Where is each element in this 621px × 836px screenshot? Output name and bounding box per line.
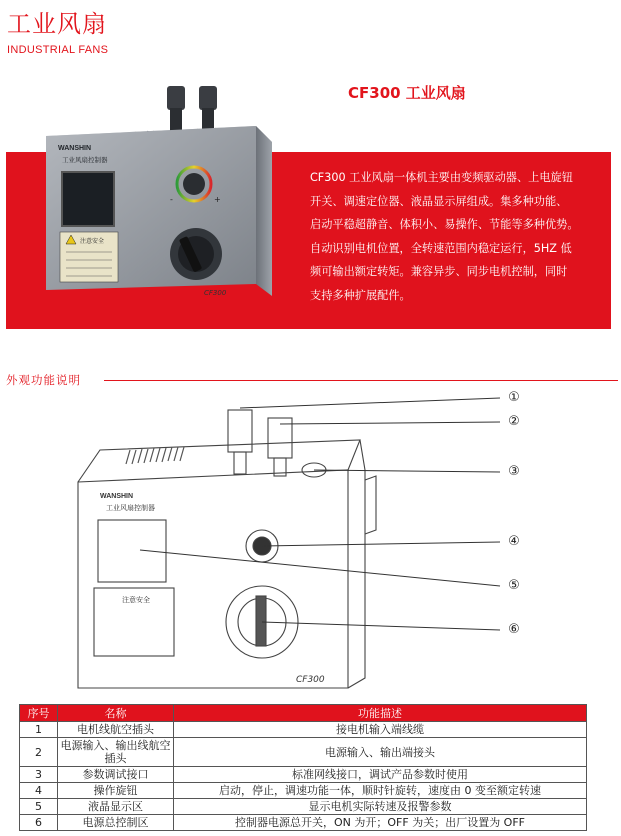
diagram-warning-text: 注意安全 (122, 596, 150, 604)
cell-desc: 接电机输入端线缆 (174, 722, 587, 738)
table-header-row (20, 705, 587, 722)
speed-knob (183, 173, 205, 195)
table-row (20, 815, 587, 831)
header-name: 名称 (58, 705, 174, 722)
knob-plus-label: + (214, 195, 221, 204)
brand-logo: WANSHIN (58, 145, 92, 152)
device-side-outline (348, 440, 365, 688)
cell-desc: 电源输入、输出端接头 (174, 738, 587, 767)
page-subtitle: INDUSTRIAL FANS (7, 44, 109, 56)
description-line: 支持多种扩展配件。 (310, 288, 411, 302)
leader-line-5 (140, 550, 500, 586)
section-title: 外观功能说明 (6, 373, 81, 387)
cell-no: 3 (20, 767, 58, 783)
knob-minus-label: - (170, 195, 173, 204)
table-row (20, 722, 587, 738)
device-front-outline (78, 470, 348, 688)
product-name: CF300 工业风扇 (348, 84, 466, 102)
header-desc: 功能描述 (174, 705, 587, 722)
function-table (19, 704, 587, 831)
product-description (310, 166, 610, 307)
diagram-lcd (98, 520, 166, 582)
header-no: 序号 (20, 705, 58, 722)
lcd-display (62, 172, 114, 226)
callout-4: ④ (508, 534, 520, 549)
cell-name: 参数调试接口 (58, 767, 174, 783)
description-line: CF300 工业风扇一体机主要由变频驱动器、上电旋钮 (310, 171, 573, 184)
leader-line-2 (280, 422, 500, 424)
page-title: 工业风扇 (7, 10, 107, 38)
leader-line-1 (240, 398, 500, 408)
mount-bracket (365, 476, 376, 534)
cell-no: 6 (20, 815, 58, 831)
cell-name: 液晶显示区 (58, 799, 174, 815)
table-row (20, 799, 587, 815)
callout-5: ⑤ (508, 578, 520, 593)
table-row (20, 767, 587, 783)
description-line: 开关、调速定位器、液晶显示屏组成。集多种功能、 (310, 194, 568, 208)
description-line: 自动识别电机位置，全转速范围内稳定运行，5HZ 低 (310, 241, 572, 255)
cell-desc: 控制器电源总开关，ON 为开；OFF 为关；出厂设置为 OFF (174, 815, 587, 831)
cell-name: 电机线航空插头 (58, 722, 174, 738)
product-photo (36, 84, 296, 310)
diagram-model: CF300 (296, 675, 325, 685)
callout-6: ⑥ (508, 622, 520, 637)
cell-desc: 显示电机实际转速及报警参数 (174, 799, 587, 815)
description-line: 频可输出额定转矩。兼容异步、同步电机控制，同时 (310, 265, 568, 278)
section-divider (104, 380, 618, 381)
cell-desc: 启动，停止，调速功能一体，顺时针旋转，速度由 0 变至额定转速 (174, 783, 587, 799)
model-label: CF300 (204, 289, 227, 297)
diagram-brand: WANSHIN (100, 493, 134, 500)
leader-line-3 (314, 470, 500, 472)
cell-no: 1 (20, 722, 58, 738)
cell-name: 操作旋钮 (58, 783, 174, 799)
cell-name: 电源输入、输出线航空插头 (58, 738, 174, 767)
cell-no: 4 (20, 783, 58, 799)
leader-line-4 (262, 542, 500, 546)
cell-no: 5 (20, 799, 58, 815)
table-row (20, 783, 587, 799)
cable-gland-icon (167, 86, 185, 134)
table-row (20, 738, 587, 767)
warning-text: 注意安全 (80, 238, 105, 245)
cell-desc: 标准网线接口，调试产品参数时使用 (174, 767, 587, 783)
callout-1: ① (508, 390, 520, 405)
cable-gland-icon (199, 86, 217, 134)
diagram-brand-cn: 工业风扇控制器 (106, 504, 155, 512)
cell-no: 2 (20, 738, 58, 767)
gland-1-icon (228, 410, 252, 452)
cell-name: 电源总控制区 (58, 815, 174, 831)
brand-cn: 工业风扇控制器 (62, 156, 108, 164)
callout-3: ③ (508, 464, 520, 479)
description-line: 启动平稳超静音、体积小、易操作、节能等多种优势。 (310, 218, 579, 231)
callout-2: ② (508, 414, 520, 429)
appearance-diagram (60, 390, 550, 690)
